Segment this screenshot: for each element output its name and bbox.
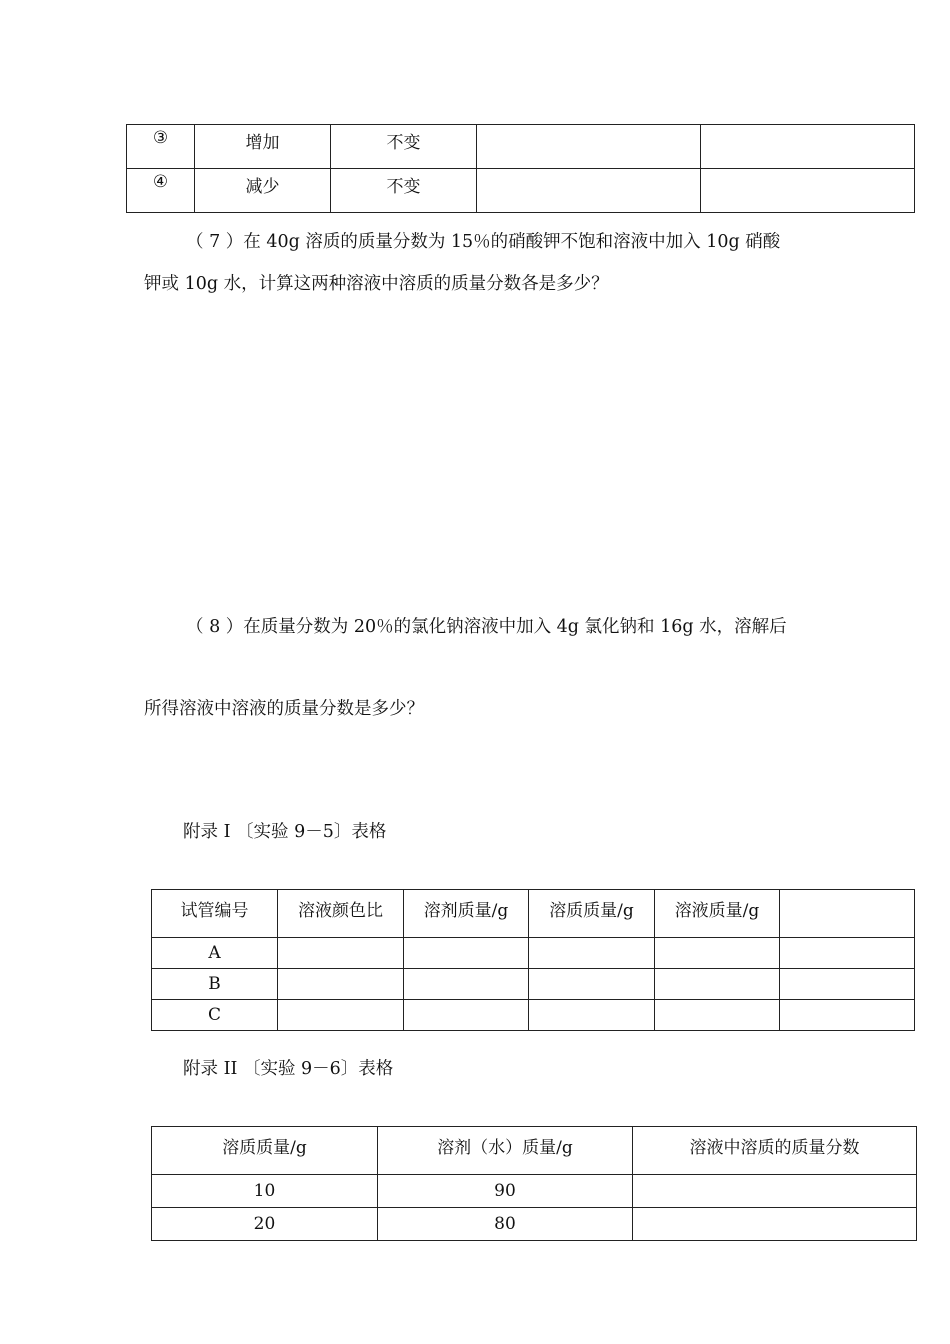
table-row — [127, 125, 915, 169]
table-cell — [404, 1000, 529, 1031]
table-cell — [278, 938, 404, 969]
table-cell — [655, 938, 780, 969]
column-header: 溶剂质量/g — [404, 890, 529, 938]
table-cell — [529, 938, 655, 969]
appendix-2-table — [151, 1126, 917, 1241]
table-cell — [278, 969, 404, 1000]
table-cell — [701, 169, 915, 213]
table-cell — [404, 969, 529, 1000]
table-cell — [780, 1000, 915, 1031]
column-header — [780, 890, 915, 938]
table-cell — [278, 1000, 404, 1031]
solute-mass-cell: 10 — [152, 1175, 378, 1208]
table-cell: 不变 — [331, 169, 477, 213]
tube-id-cell: C — [152, 1000, 278, 1031]
mass-fraction-cell — [633, 1175, 917, 1208]
table-cell — [655, 1000, 780, 1031]
tube-id-cell: B — [152, 969, 278, 1000]
table-cell: 减少 — [195, 169, 331, 213]
table-row — [152, 1000, 915, 1031]
column-header: 溶液中溶质的质量分数 — [633, 1127, 917, 1175]
column-header: 溶质质量/g — [529, 890, 655, 938]
appendix-1-table — [151, 889, 915, 1031]
solvent-mass-cell: 90 — [378, 1175, 633, 1208]
question-7-line-2: 钾或 10g 水，计算这两种溶液中溶质的质量分数各是多少？ — [144, 274, 609, 294]
column-header: 溶液质量/g — [655, 890, 780, 938]
table-header-row — [152, 890, 915, 938]
table-cell — [655, 969, 780, 1000]
column-header: 试管编号 — [152, 890, 278, 938]
appendix-1-title: 附录 I 〔实验 9－5〕表格 — [183, 822, 387, 842]
column-header: 溶质质量/g — [152, 1127, 378, 1175]
solute-mass-cell: 20 — [152, 1208, 378, 1241]
column-header: 溶剂（水）质量/g — [378, 1127, 633, 1175]
table-row — [152, 1208, 917, 1241]
table-cell: 增加 — [195, 125, 331, 169]
table-header-row — [152, 1127, 917, 1175]
solvent-mass-cell: 80 — [378, 1208, 633, 1241]
appendix-2-title: 附录 II 〔实验 9－6〕表格 — [183, 1059, 394, 1079]
table-cell — [529, 1000, 655, 1031]
mass-fraction-cell — [633, 1208, 917, 1241]
table-cell — [477, 169, 701, 213]
table-cell — [404, 938, 529, 969]
table-row — [127, 169, 915, 213]
table-cell — [780, 938, 915, 969]
table-cell — [529, 969, 655, 1000]
table-cell — [477, 125, 701, 169]
table-row — [152, 969, 915, 1000]
column-header: 溶液颜色比 — [278, 890, 404, 938]
table-cell: ④ — [127, 169, 195, 213]
table-cell — [780, 969, 915, 1000]
table-cell: ③ — [127, 125, 195, 169]
experiment-table-top — [126, 124, 915, 213]
question-8-line-2: 所得溶液中溶液的质量分数是多少？ — [144, 699, 424, 719]
table-row — [152, 938, 915, 969]
table-cell — [701, 125, 915, 169]
tube-id-cell: A — [152, 938, 278, 969]
table-row — [152, 1175, 917, 1208]
table-cell: 不变 — [331, 125, 477, 169]
question-7-line-1: （ 7 ）在 40g 溶质的质量分数为 15％的硝酸钾不饱和溶液中加入 10g 硝酸 — [186, 232, 781, 252]
question-8-line-1: （ 8 ）在质量分数为 20％的氯化钠溶液中加入 4g 氯化钠和 16g 水，溶解后 — [186, 617, 787, 637]
